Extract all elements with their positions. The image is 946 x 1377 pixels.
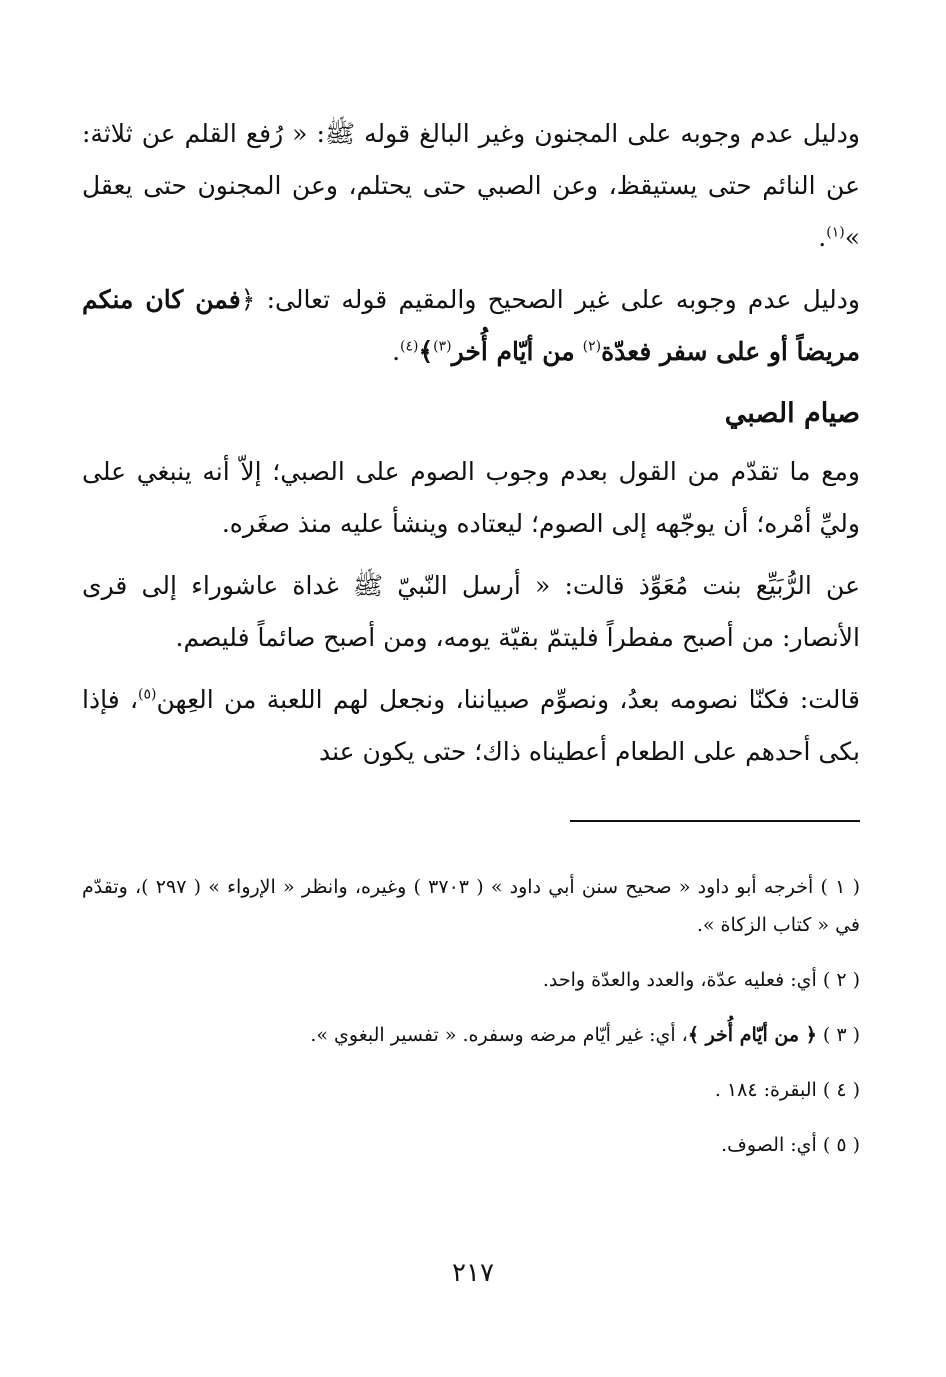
paragraph-1 [82,108,860,264]
footnote-3-quote: ﴿ من أيّام أُخر ﴾ [687,1024,817,1046]
main-text [82,108,860,788]
footnote-4: ( ٤ ) البقرة: ١٨٤ . [714,1079,860,1101]
paragraph-4: عن الرُّبَيِّع بنت مُعَوِّذ قالت: « أرسل النّبيّ ﷺ غداة عاشوراء إلى قرى الأنصار: من أصبح مفطراً فليتمّ بقيّة يومه، ومن أصبح صائماً فليصم. [82,571,860,652]
footnote-ref-4: (٤) [400,338,419,355]
paragraph-2-end: . [392,337,401,366]
footnote-3 [82,1016,860,1054]
footnote-2: ( ٢ ) أي: فعليه عدّة، والعدد والعدّة واحد. [542,969,860,991]
footnote-1: ( ١ ) أخرجه أبو داود « صحيح سنن أبي داود » ( ٣٧٠٣ ) وغيره، وانظر « الإرواء » ( ٢٩٧ )، وتقدّم في « كتاب الزكاة ». [82,876,861,936]
verse-part-b: من أيّام أُخر [451,337,575,366]
paragraph-5-end: ، فإذا بكى أحدهم على الطعام أعطيناه ذاك؛ حتى يكون عند [82,685,860,766]
footnote-separator [570,820,860,822]
verse-part-a: فمن كان منكم مريضاً أو على سفر فعدّة [82,285,860,366]
footnote-5: ( ٥ ) أي: الصوف. [721,1134,860,1156]
paragraph-5 [82,674,860,778]
paragraph-3: ومع ما تقدّم من القول بعدم وجوب الصوم على الصبي؛ إلاّ أنه ينبغي على وليِّ أمْره؛ أن يوجّهه إلى الصوم؛ ليعتاده وينشأ عليه منذ صغَره. [82,457,860,538]
footnote-ref-3: (٣) [433,338,452,355]
page-number: ٢١٧ [452,1258,494,1288]
section-heading: صيام الصبي [724,398,860,429]
footnote-3-number: ( ٣ ) [822,1024,860,1046]
paragraph-1-end: . [818,223,827,252]
footnotes [82,868,860,1181]
footnote-ref-1: (١) [826,224,845,241]
footnote-3-text: ، أي: غير أيّام مرضه وسفره. « تفسير البغوي ». [310,1024,688,1046]
verse-close-bracket: ﴾ [418,337,434,366]
paragraph-1-text: ودليل عدم وجوبه على المجنون وغير البالغ قوله ﷺ: « رُفع القلم عن ثلاثة: عن النائم حتى يستيقظ، وعن الصبي حتى يحتلم، وعن المجنون حتى يعقل » [82,119,860,252]
paragraph-2 [82,274,860,378]
footnote-ref-5: (٥) [138,686,157,703]
paragraph-2-intro: ودليل عدم وجوبه على غير الصحيح والمقيم قوله تعالى: ﴿ [240,285,860,314]
paragraph-5-text: قالت: فكنّا نصومه بعدُ، ونصوِّم صبياننا، ونجعل لهم اللعبة من العِهن [156,685,860,714]
footnote-ref-2: (٢) [582,338,602,355]
